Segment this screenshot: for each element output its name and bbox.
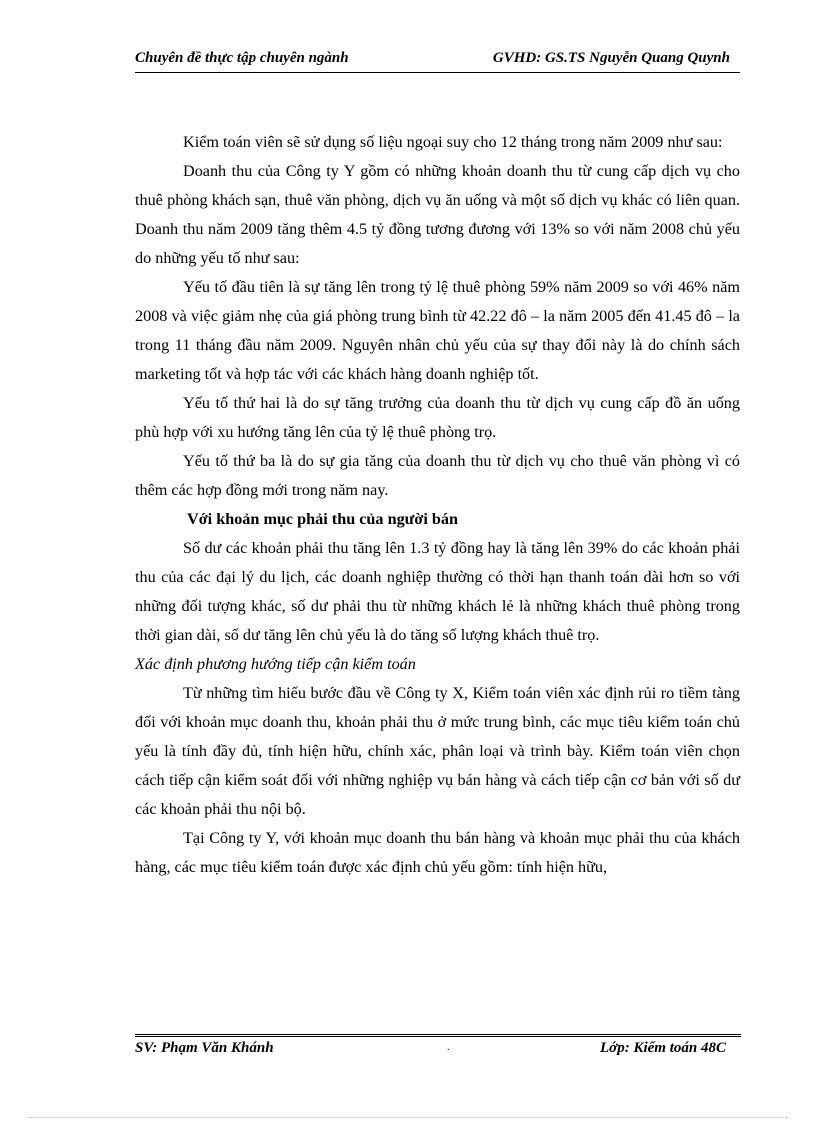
section-heading-approach: Xác định phương hướng tiếp cận kiểm toán: [135, 655, 416, 673]
paragraph-approach-risk: Từ những tìm hiểu bước đầu về Công ty X, Kiểm toán viên xác định rủi ro tiềm tàng đối với khoản mục doanh thu, khoản phải thu ở mức trung bình, các mục tiêu kiểm toán chủ yếu là tính đầy đủ, tính hiện hữu, chính xác, phân loại và trình bày. Kiểm toán viên chọn cách tiếp cận kiểm soát đối với những nghiệp vụ bán hàng và cách tiếp cận cơ bản với số dư các khoản phải thu nội bộ.: [135, 684, 740, 818]
footer-class-name: Lớp: Kiểm toán 48C: [600, 1040, 726, 1056]
document-body: [135, 128, 740, 882]
paragraph-revenue-overview: Doanh thu của Công ty Y gồm có những khoản doanh thu từ cung cấp dịch vụ cho thuê phòng khách sạn, thuê văn phòng, dịch vụ ăn uống và một số dịch vụ khác có liên quan. Doanh thu năm 2009 tăng thêm 4.5 tỷ đồng tương đương với 13% so với năm 2008 chủ yếu do những yếu tố như sau:: [135, 162, 740, 267]
page-header: [135, 50, 740, 73]
footer-divider-bottom: [135, 1036, 741, 1037]
paragraph-receivables: Số dư các khoản phải thu tăng lên 1.3 tỷ đồng hay là tăng lên 39% do các khoản phải thu của các đại lý du lịch, các doanh nghiệp thường có thời hạn thanh toán dài hơn so với những đối tượng khác, số dư phải thu từ những khách lẻ là những khách thuê phòng trong thời gian dài, số dư tăng lên chủ yếu là do tăng số lượng khách thuê trọ.: [135, 539, 740, 644]
subheading-receivables: Với khoản mục phải thu của người bán: [187, 510, 458, 528]
paragraph-factor-two: Yếu tố thứ hai là do sự tăng trưởng của doanh thu từ dịch vụ cung cấp đồ ăn uống phù hợp với xu hướng tăng lên của tỷ lệ thuê phòng trọ.: [135, 394, 740, 441]
paragraph-factor-three: Yếu tố thứ ba là do sự gia tăng của doanh thu từ dịch vụ cho thuê văn phòng vì có thêm các hợp đồng mới trong năm nay.: [135, 452, 740, 499]
page-bottom-edge: [28, 1117, 788, 1118]
header-course-title: Chuyên đề thực tập chuyên ngành: [135, 50, 349, 66]
paragraph-approach-objectives: Tại Công ty Y, với khoản mục doanh thu bán hàng và khoản mục phải thu của khách hàng, các mục tiêu kiểm toán được xác định chủ yếu gồm: tính hiện hữu,: [135, 829, 740, 876]
paragraph-factor-one: Yếu tố đầu tiên là sự tăng lên trong tỷ lệ thuê phòng 59% năm 2009 so với 46% năm 2008 và việc giảm nhẹ của giá phòng trung bình từ 42.22 đô – la năm 2005 đến 41.45 đô – la trong 11 tháng đầu năm 2009. Nguyên nhân chủ yếu của sự thay đổi này là do chính sách marketing tốt và hợp tác với các khách hàng doanh nghiệp tốt.: [135, 278, 740, 383]
footer-center-mark: .: [447, 1042, 450, 1053]
header-supervisor: GVHD: GS.TS Nguyễn Quang Quynh: [492, 50, 730, 66]
footer-student-name: SV: Phạm Văn Khánh: [135, 1040, 274, 1056]
paragraph-extrapolation: Kiểm toán viên sẽ sử dụng số liệu ngoại suy cho 12 tháng trong năm 2009 như sau:: [183, 133, 723, 151]
page-footer: [135, 1040, 740, 1062]
footer-divider-top: [135, 1034, 741, 1035]
